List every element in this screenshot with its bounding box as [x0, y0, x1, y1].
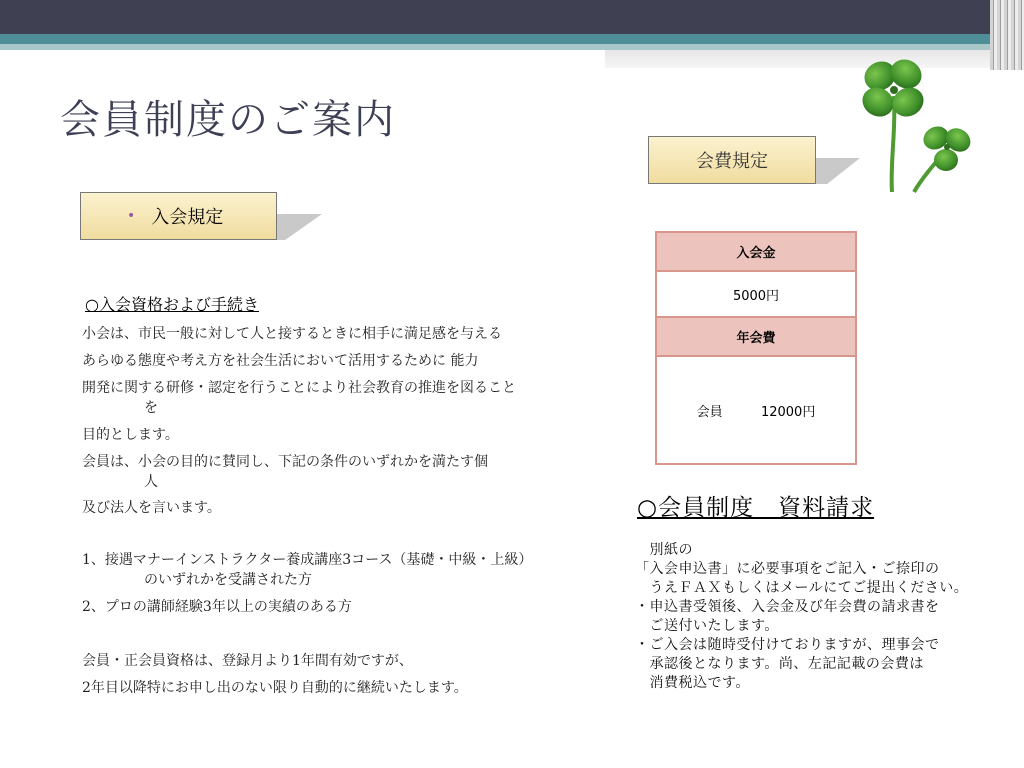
request-line: 消費税込です。 [635, 675, 750, 691]
entry-fee-header: 入会金 [656, 232, 856, 271]
body-line: 2年目以降特にお申し出のない限り自動的に継続いたします。 [82, 680, 468, 696]
section-tag-label: 会費規定 [696, 151, 768, 172]
teal-stripe [0, 34, 1024, 44]
section-tag-entry [80, 192, 277, 240]
section-heading: ○入会資格および手続き [85, 295, 259, 314]
top-bar [0, 0, 1024, 34]
request-line: ・申込書受領後、入会金及び年会費の請求書を [635, 599, 940, 615]
fees-table [655, 231, 857, 465]
body-line: 2、プロの講師経験3年以上の実績のある方 [82, 599, 352, 615]
body-line: 1、接遇マナーインストラクター養成講座3コース（基礎・中級・上級） [82, 552, 533, 568]
body-line: あらゆる態度や考え方を社会生活において活用するために 能力 [82, 353, 479, 369]
section-tag-label: 入会規定 [151, 207, 224, 228]
request-line: ご送付いたします。 [635, 618, 779, 634]
page-title: 会員制度のご案内 [60, 97, 396, 143]
request-line: 「入会申込書」に必要事項をご記入・ご捺印の [635, 561, 940, 577]
body-line: 人 [144, 474, 158, 490]
body-line: 及び法人を言います。 [82, 500, 221, 516]
annual-fee-value: 12000円 [760, 404, 816, 420]
body-line: を [144, 400, 158, 416]
section-heading: ○会員制度 資料請求 [637, 495, 875, 521]
body-line: 会員は、小会の目的に賛同し、下記の条件のいずれかを満たす個 [82, 454, 488, 470]
annual-fee-label: 会員 [696, 404, 723, 420]
body-line: 会員・正会員資格は、登録月より1年間有効ですが、 [82, 653, 413, 669]
body-line: 目的とします。 [82, 427, 179, 443]
body-line: 小会は、市民一般に対して人と接するときに相手に満足感を与える [82, 326, 502, 342]
request-line: うえＦＡＸもしくはメールにてご提出ください。 [635, 580, 969, 596]
section-tag-fees [648, 136, 816, 184]
bullet-icon: • [127, 208, 136, 224]
request-line: 別紙の [635, 542, 693, 558]
annual-fee-header: 年会費 [656, 317, 856, 356]
annual-fee-cell [656, 356, 856, 464]
clover-icon [848, 52, 978, 198]
body-line: のいずれかを受講された方 [144, 572, 312, 588]
body-line: 開発に関する研修・認定を行うことにより社会教育の推進を図ること [82, 380, 516, 396]
entry-fee-value: 5000円 [656, 271, 856, 317]
request-line: 承認後となります。尚、左記記載の会費は [635, 656, 924, 672]
request-line: ・ご入会は随時受付けておりますが、理事会で [635, 637, 940, 653]
vertical-stripes [990, 0, 1024, 70]
